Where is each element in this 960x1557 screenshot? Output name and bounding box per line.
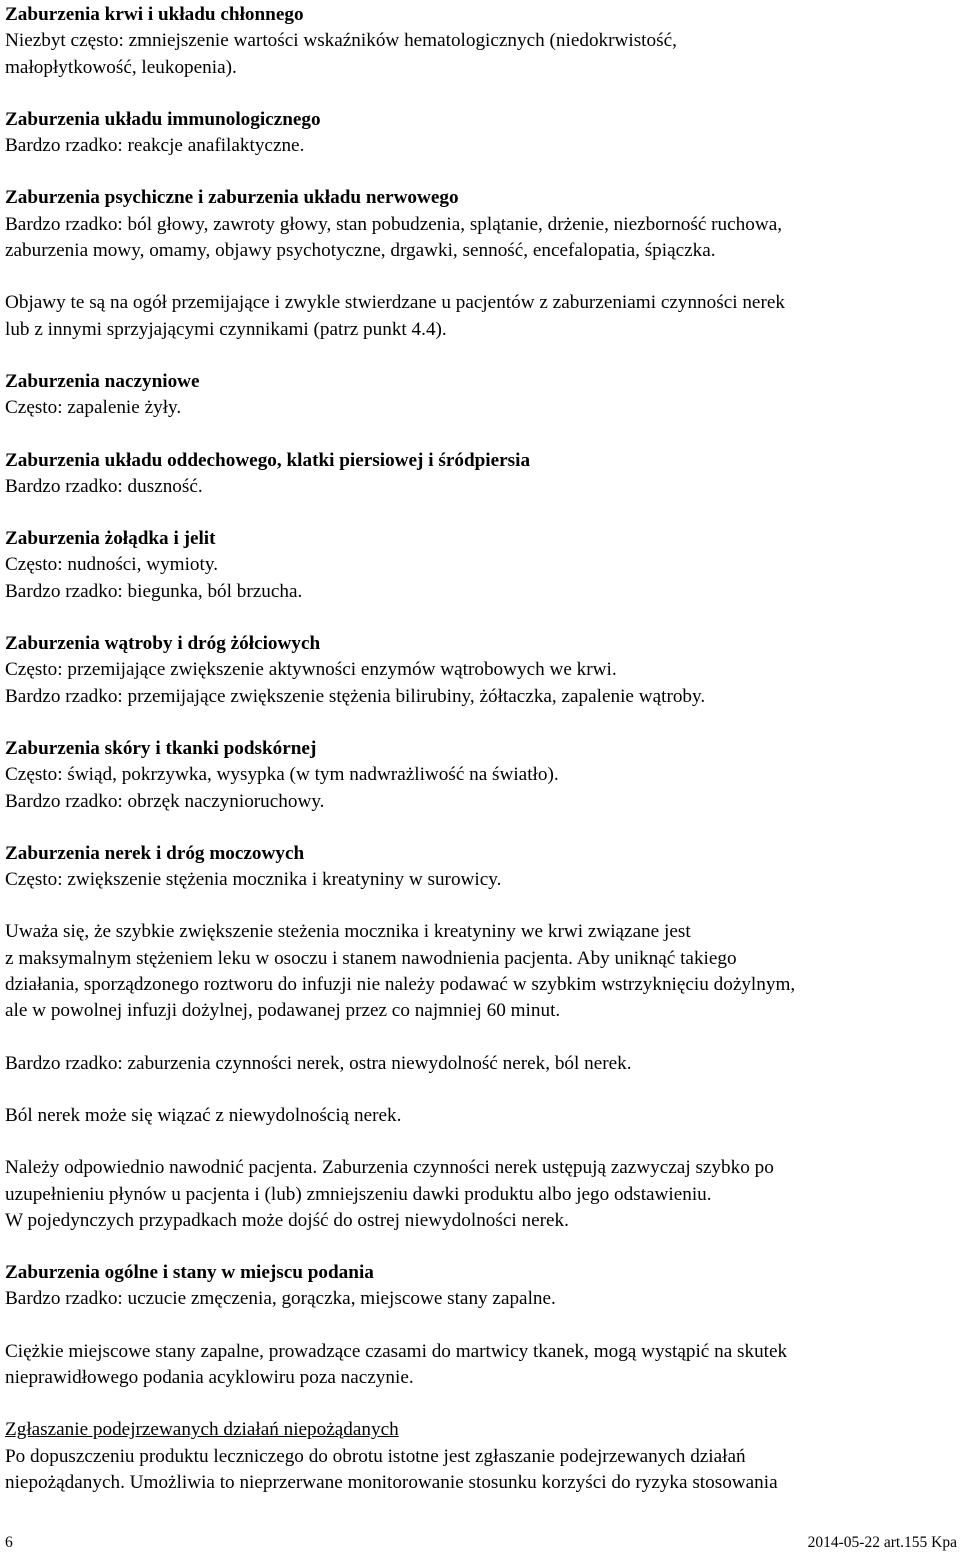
section-heading: Zaburzenia krwi i układu chłonnego — [5, 4, 304, 25]
section-heading: Zaburzenia układu oddechowego, klatki piersiowej i śródpiersia — [5, 449, 531, 471]
body-line: lub z innymi sprzyjającymi czynnikami (patrz punkt 4.4). — [5, 318, 447, 340]
body-line: Bardzo rzadko: reakcje anafilaktyczne. — [5, 135, 305, 157]
body-line: małopłytkowość, leukopenia). — [5, 56, 237, 78]
section-heading: Zaburzenia ogólne i stany w miejscu podania — [5, 1262, 374, 1284]
body-line: działania, sporządzonego roztworu do infuzji nie należy podawać w szybkim wstrzyknięciu dożylnym, — [5, 974, 796, 996]
section-heading-underlined: Zgłaszanie podejrzewanych działań niepożądanych — [5, 1419, 399, 1441]
section-heading: Zaburzenia żołądka i jelit — [5, 528, 216, 550]
paragraph-hydration — [5, 1155, 957, 1234]
section-skin — [5, 736, 957, 815]
body-line: zaburzenia mowy, omamy, objawy psychotyczne, drgawki, senność, encefalopatia, śpiączka. — [5, 240, 716, 262]
section-adverse-reporting — [5, 1417, 957, 1496]
section-vascular — [5, 369, 957, 422]
body-line: uzupełnieniu płynów u pacjenta i (lub) zmniejszeniu dawki produktu albo jego odstawieniu. — [5, 1183, 712, 1205]
body-line: Ból nerek może się wiązać z niewydolnością nerek. — [5, 1104, 402, 1126]
page-number: 6 — [5, 1534, 13, 1551]
body-line: Często: nudności, wymioty. — [5, 554, 219, 576]
document-page — [5, 2, 957, 1496]
body-line: Niezbyt często: zmniejszenie wartości wskaźników hematologicznych (niedokrwistość, — [5, 30, 677, 52]
body-line: Często: zapalenie żyły. — [5, 397, 182, 419]
section-immune — [5, 107, 957, 160]
section-respiratory — [5, 448, 957, 501]
body-line: Bardzo rzadko: przemijające zwiększenie stężenia bilirubiny, żółtaczka, zapalenie wątroby. — [5, 685, 706, 707]
section-gastrointestinal — [5, 526, 957, 605]
section-heading: Zaburzenia układu immunologicznego — [5, 108, 321, 130]
body-line: Uważa się, że szybkie zwiększenie steżenia mocznika i kreatyniny we krwi związane jest — [5, 921, 691, 943]
body-line: z maksymalnym stężeniem leku w osoczu i stanem nawodnienia pacjenta. Aby uniknąć takiego — [5, 947, 737, 969]
section-psychiatric-nervous — [5, 185, 957, 264]
body-line: ale w powolnej infuzji dożylnej, podawanej przez co najmniej 60 minut. — [5, 1000, 561, 1022]
section-blood-lymphatic — [5, 2, 957, 81]
section-heading: Zaburzenia skóry i tkanki podskórnej — [5, 737, 317, 759]
body-line: W pojedynczych przypadkach może dojść do ostrej niewydolności nerek. — [5, 1209, 569, 1231]
paragraph-symptoms-note — [5, 290, 957, 343]
paragraph-local-inflammation — [5, 1339, 957, 1392]
paragraph-kidney-pain — [5, 1103, 957, 1129]
body-line: Bardzo rzadko: zaburzenia czynności nerek, ostra niewydolność nerek, ból nerek. — [5, 1052, 632, 1074]
body-line: niepożądanych. Umożliwia to nieprzerwane monitorowanie stosunku korzyści do ryzyka stosowania — [5, 1471, 778, 1493]
body-line: Bardzo rzadko: ból głowy, zawroty głowy, stan pobudzenia, splątanie, drżenie, niezborność ruchowa, — [5, 213, 783, 235]
section-hepatobiliary — [5, 631, 957, 710]
body-line: Często: zwiększenie stężenia mocznika i kreatyniny w surowicy. — [5, 869, 502, 891]
body-line: Często: przemijające zwiększenie aktywności enzymów wątrobowych we krwi. — [5, 659, 617, 681]
body-line: Należy odpowiednio nawodnić pacjenta. Zaburzenia czynności nerek ustępują zazwyczaj szybko po — [5, 1157, 774, 1179]
section-heading: Zaburzenia wątroby i dróg żółciowych — [5, 633, 321, 655]
body-line: Ciężkie miejscowe stany zapalne, prowadzące czasami do martwicy tkanek, mogą wystąpić na skutek — [5, 1340, 788, 1362]
body-line: nieprawidłowego podania acyklowiru poza naczynie. — [5, 1366, 414, 1388]
paragraph-urea-creatinine — [5, 919, 957, 1024]
section-renal — [5, 841, 957, 894]
body-line: Po dopuszczeniu produktu leczniczego do obrotu istotne jest zgłaszanie podejrzewanych działań — [5, 1445, 746, 1467]
body-line: Objawy te są na ogół przemijające i zwykle stwierdzane u pacjentów z zaburzeniami czynności nerek — [5, 292, 785, 314]
section-general — [5, 1260, 957, 1313]
body-line: Bardzo rzadko: biegunka, ból brzucha. — [5, 580, 303, 602]
footer-stamp: 2014-05-22 art.155 Kpa — [807, 1534, 957, 1551]
body-line: Bardzo rzadko: obrzęk naczynioruchowy. — [5, 790, 325, 812]
section-heading: Zaburzenia psychiczne i zaburzenia układu nerwowego — [5, 187, 459, 209]
body-line: Często: świąd, pokrzywka, wysypka (w tym nadwrażliwość na światło). — [5, 764, 559, 786]
paragraph-renal-rare — [5, 1051, 957, 1077]
body-line: Bardzo rzadko: duszność. — [5, 475, 203, 497]
section-heading: Zaburzenia naczyniowe — [5, 370, 200, 392]
section-heading: Zaburzenia nerek i dróg moczowych — [5, 842, 305, 864]
body-line: Bardzo rzadko: uczucie zmęczenia, gorączka, miejscowe stany zapalne. — [5, 1288, 556, 1310]
